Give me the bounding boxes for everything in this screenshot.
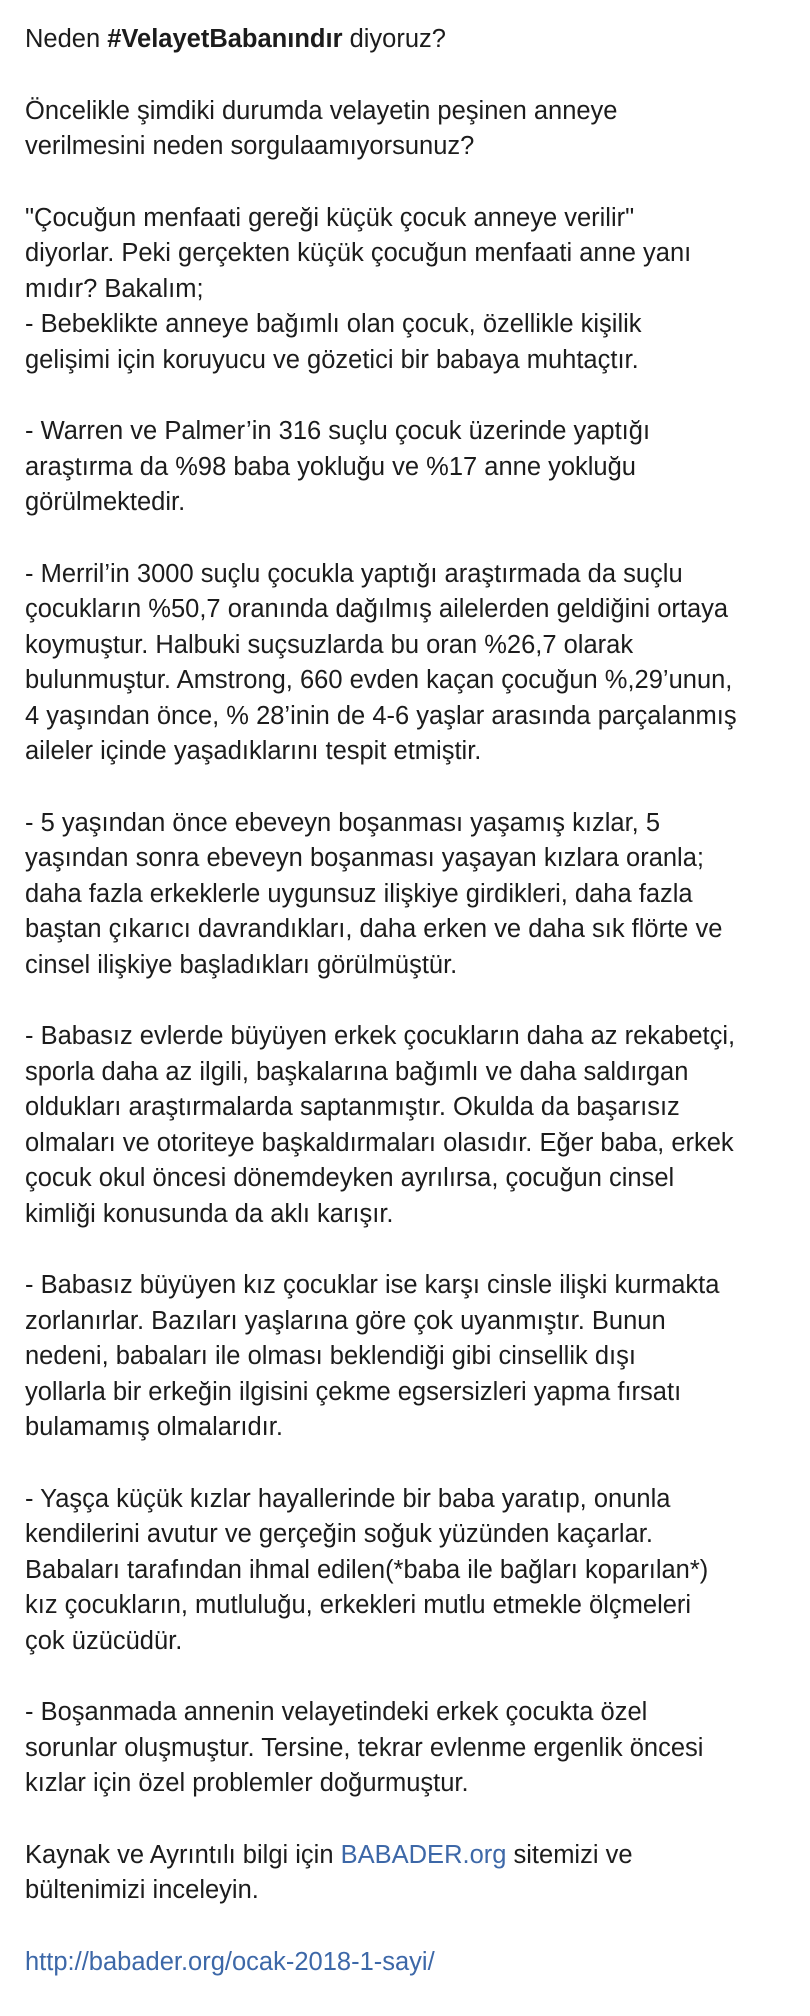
girlsFatherless-line: - Babasız büyüyen kız çocuklar ise karşı cinsle ilişki kurmakta bbox=[25, 1271, 720, 1299]
girlsFatherless-line: yollarla bir erkeğin ilgisini çekme egsersizleri yapma fırsatı bbox=[25, 1377, 682, 1406]
girlsFatherless-line: zorlanırlar. Bazıları yaşlarına göre çok uyanmıştır. Bunun bbox=[25, 1306, 666, 1335]
babader-link[interactable]: BABADER.org bbox=[340, 1840, 507, 1869]
boys-line: olmaları ve otoriteye başkaldırmaları olasıdır. Eğer baba, erkek bbox=[25, 1128, 734, 1157]
young-line: çok üzücüdür. bbox=[25, 1626, 183, 1655]
boys-line: oldukları araştırmalarda saptanmıştır. Okulda da başarısız bbox=[25, 1093, 680, 1121]
post-heading bbox=[25, 22, 795, 58]
intro-paragraph bbox=[25, 94, 795, 165]
warren-line: - Warren ve Palmer’in 316 suçlu çocuk üzerinde yaptığı bbox=[25, 417, 651, 445]
young-girls-paragraph bbox=[25, 1482, 795, 1660]
girls5-line: - 5 yaşından önce ebeveyn boşanması yaşamış kızlar, 5 bbox=[25, 808, 661, 837]
heading-prefix: Neden bbox=[25, 25, 108, 53]
girls5-line: daha fazla erkeklerle uygunsuz ilişkiye girdikleri, daha fazla bbox=[25, 879, 693, 908]
divorce-line: - Boşanmada annenin velayetindeki erkek çocukta özel bbox=[25, 1698, 648, 1726]
hashtag-link[interactable]: #VelayetBabanındır bbox=[107, 25, 343, 53]
merril-line: bulunmuştur. Amstrong, 660 evden kaçan çocuğun %,29’unun, bbox=[25, 666, 733, 694]
intro-line: Öncelikle şimdiki durumda velayetin peşinen anneye bbox=[25, 96, 618, 125]
girlsFatherless-line: bulamamış olmalarıdır. bbox=[25, 1413, 283, 1441]
girls5-paragraph bbox=[25, 806, 795, 984]
quote-line: - Bebeklikte anneye bağımlı olan çocuk, özellikle kişilik bbox=[25, 310, 642, 338]
intro-line: verilmesini neden sorgulaamıyorsunuz? bbox=[25, 132, 475, 160]
source-suffix: sitemizi ve bbox=[506, 1840, 633, 1869]
source-line-2: bültenimizi inceleyin. bbox=[25, 1876, 259, 1904]
divorce-paragraph bbox=[25, 1695, 795, 1802]
boys-line: - Babasız evlerde büyüyen erkek çocukların daha az rekabetçi, bbox=[25, 1022, 736, 1050]
post-body bbox=[25, 22, 795, 2016]
girls-fatherless-paragraph bbox=[25, 1268, 795, 1446]
merril-line: - Merril’in 3000 suçlu çocukla yaptığı araştırmada da suçlu bbox=[25, 559, 683, 588]
warren-line: araştırma da %98 baba yokluğu ve %17 anne yokluğu bbox=[25, 452, 636, 481]
quote-line: "Çocuğun menfaati gereği küçük çocuk anneye verilir" bbox=[25, 203, 635, 232]
url-paragraph bbox=[25, 1945, 795, 1981]
divorce-line: kızlar için özel problemler doğurmuştur. bbox=[25, 1769, 469, 1797]
girlsFatherless-line: nedeni, babaları ile olması beklendiği gibi cinsellik dışı bbox=[25, 1342, 636, 1370]
boys-line: çocuk okul öncesi dönemdeyken ayrılırsa, çocuğun cinsel bbox=[25, 1164, 675, 1192]
young-line: kendilerini avutur ve gerçeğin soğuk yüzünden kaçarlar. bbox=[25, 1520, 653, 1548]
quote-line: gelişimi için koruyucu ve gözetici bir babaya muhtaçtır. bbox=[25, 345, 639, 374]
heading-line bbox=[25, 22, 795, 58]
heading-suffix: diyoruz? bbox=[342, 25, 446, 53]
quote-line: mıdır? Bakalım; bbox=[25, 274, 204, 303]
boys-line: sporla daha az ilgili, başkalarına bağımlı ve daha saldırgan bbox=[25, 1057, 689, 1086]
source-line bbox=[25, 1838, 795, 1874]
merril-paragraph bbox=[25, 557, 795, 770]
quote-line: diyorlar. Peki gerçekten küçük çocuğun menfaati anne yanı bbox=[25, 239, 692, 267]
merril-line: koymuştur. Halbuki suçsuzlarda bu oran %26,7 olarak bbox=[25, 630, 634, 659]
merril-line: çocukların %50,7 oranında dağılmış ailelerden geldiğini ortaya bbox=[25, 595, 729, 623]
source-prefix: Kaynak ve Ayrıntılı bilgi için bbox=[25, 1840, 341, 1869]
girls5-line: baştan çıkarıcı davrandıkları, daha erken ve daha sık flörte ve bbox=[25, 915, 723, 943]
bulletin-url-link[interactable]: http://babader.org/ocak-2018-1-sayi/ bbox=[25, 1947, 435, 1976]
girls5-line: cinsel ilişkiye başladıkları görülmüştür. bbox=[25, 950, 458, 979]
divorce-line: sorunlar oluşmuştur. Tersine, tekrar evlenme ergenlik öncesi bbox=[25, 1733, 704, 1762]
boys-line: kimliği konusunda da aklı karışır. bbox=[25, 1199, 394, 1228]
merril-line: 4 yaşından önce, % 28’inin de 4-6 yaşlar arasında parçalanmış bbox=[25, 701, 737, 730]
boys-paragraph bbox=[25, 1019, 795, 1232]
merril-line: aileler içinde yaşadıklarını tespit etmiştir. bbox=[25, 737, 482, 765]
girls5-line: yaşından sonra ebeveyn boşanması yaşayan kızlara oranla; bbox=[25, 844, 704, 872]
young-line: kız çocukların, mutluluğu, erkekleri mutlu etmekle ölçmeleri bbox=[25, 1591, 692, 1619]
quote-paragraph bbox=[25, 201, 795, 379]
warren-line: görülmektedir. bbox=[25, 488, 186, 516]
young-line: Babaları tarafından ihmal edilen(*baba ile bağları koparılan*) bbox=[25, 1555, 709, 1584]
warren-paragraph bbox=[25, 414, 795, 521]
young-line: - Yaşça küçük kızlar hayallerinde bir baba yaratıp, onunla bbox=[25, 1484, 671, 1513]
source-paragraph bbox=[25, 1838, 795, 1909]
